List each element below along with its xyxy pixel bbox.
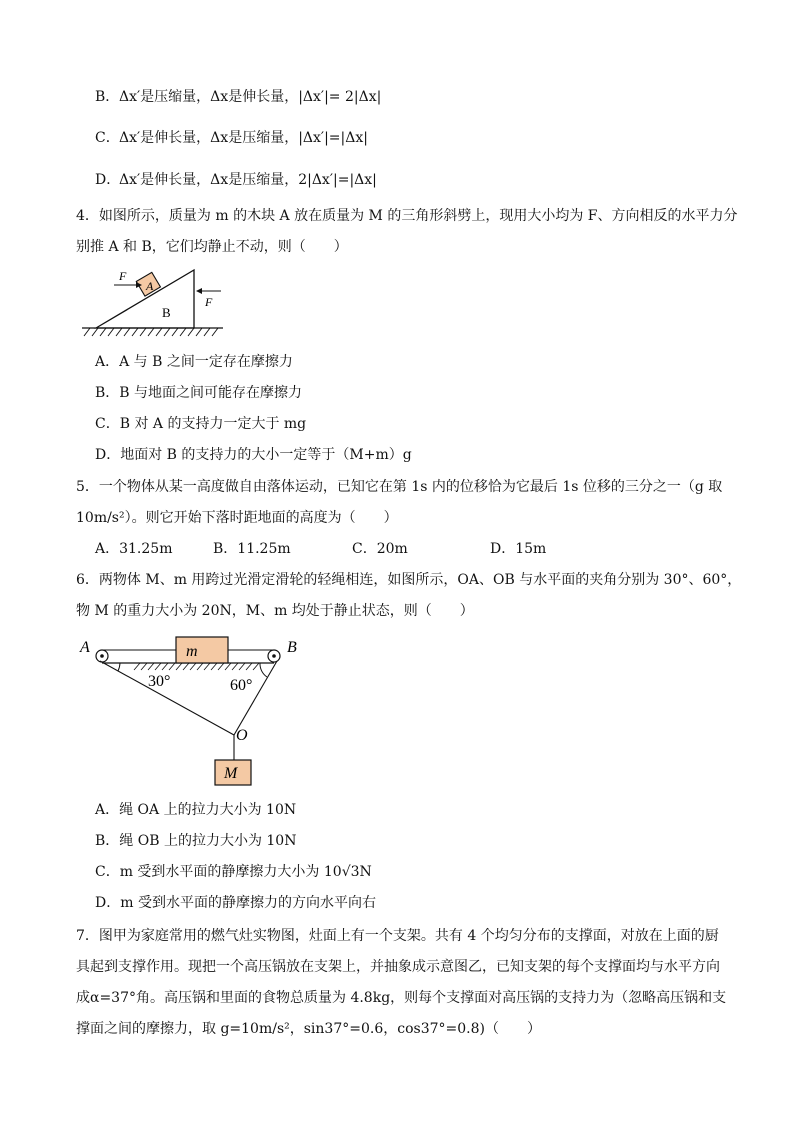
q7-stem-line1: 7．图甲为家庭常用的燃气灶实物图，灶面上有一个支架。共有 4 个均匀分布的支撑面，对放在上面的厨	[76, 928, 719, 944]
q4-option-a: A．A 与 B 之间一定存在摩擦力	[95, 354, 293, 370]
q6-label-b: B	[287, 639, 297, 656]
q5-option-c: C．20m	[352, 541, 408, 557]
q6-option-c: C．m 受到水平面的静摩擦力大小为 10√3N	[95, 864, 372, 880]
q7-stem-line4: 撑面之间的摩擦力，取 g=10m/s²，sin37°=0.6，cos37°=0.8)（ ）	[76, 1021, 541, 1037]
q5-option-b: B．11.25m	[213, 541, 291, 557]
q3-option-b: B．	[95, 89, 120, 105]
q4-stem-line1: 4．如图所示，质量为 m 的木块 A 放在质量为 M 的三角形斜劈上，现用大小均为 F、方向相反的水平力分	[76, 208, 738, 224]
q6-label-m: m	[186, 643, 198, 660]
q5-option-d: D．15m	[490, 541, 547, 557]
q4-label-b: B	[162, 305, 171, 320]
q5-stem-line2: 10m/s²）。则它开始下落时距地面的高度为（ ）	[76, 510, 398, 526]
q6-stem-line1: 6．两物体 M、m 用跨过光滑定滑轮的轻绳相连，如图所示，OA、OB 与水平面的夹角分别为 30°、60°，	[76, 572, 742, 588]
q6-label-big-m: M	[224, 765, 238, 782]
q3-option-c-text: Δx′是伸长量，Δx是压缩量，|Δx′|=|Δx|	[119, 130, 368, 146]
q6-angle-60: 60°	[230, 677, 253, 694]
q6-option-a: A．绳 OA 上的拉力大小为 10N	[95, 802, 297, 818]
q5-stem-line1: 5．一个物体从某一高度做自由落体运动，已知它在第 1s 内的位移恰为它最后 1s 位移的三分之一（g 取	[76, 479, 723, 495]
q5-option-a: A．31.25m	[95, 541, 173, 557]
q3-option-d-text: Δx′是伸长量，Δx是压缩量，2|Δx′|=|Δx|	[119, 172, 377, 188]
q6-option-d: D．m 受到水平面的静摩擦力的方向水平向右	[95, 895, 376, 911]
q3-option-c: C．	[95, 130, 120, 146]
q6-label-o: O	[236, 727, 248, 744]
q4-option-d: D．地面对 B 的支持力的大小一定等于（M+m）g	[95, 447, 412, 463]
q7-stem-line2: 具起到支撑作用。现把一个高压锅放在支架上，并抽象成示意图乙，已知支架的每个支撑面均与水平方向	[76, 959, 720, 975]
q7-stem-line3: 成α=37°角。高压锅和里面的食物总质量为 4.8kg，则每个支撑面对高压锅的支持力为（忽略高压锅和支	[76, 990, 727, 1006]
q6-label-a: A	[80, 639, 90, 656]
q4-label-f-left: F	[119, 269, 127, 283]
q6-pulley-figure	[78, 630, 318, 790]
q6-angle-30: 30°	[148, 673, 171, 690]
q3-option-b-text: Δx′是压缩量，Δx是伸长量，|Δx′|= 2|Δx|	[119, 89, 382, 105]
q4-label-f-right: F	[205, 295, 213, 309]
q4-label-a: A	[146, 279, 154, 293]
q6-option-b: B．绳 OB 上的拉力大小为 10N	[95, 833, 297, 849]
q6-stem-line2: 物 M 的重力大小为 20N，M、m 均处于静止状态，则（ ）	[76, 603, 474, 619]
q4-option-b: B．B 与地面之间可能存在摩擦力	[95, 385, 303, 401]
q3-option-d: D．	[95, 172, 121, 188]
q4-option-c: C．B 对 A 的支持力一定大于 mg	[95, 416, 307, 432]
q4-stem-line2: 别推 A 和 B，它们均静止不动，则（ ）	[76, 239, 348, 255]
q4-incline-figure	[78, 266, 238, 340]
